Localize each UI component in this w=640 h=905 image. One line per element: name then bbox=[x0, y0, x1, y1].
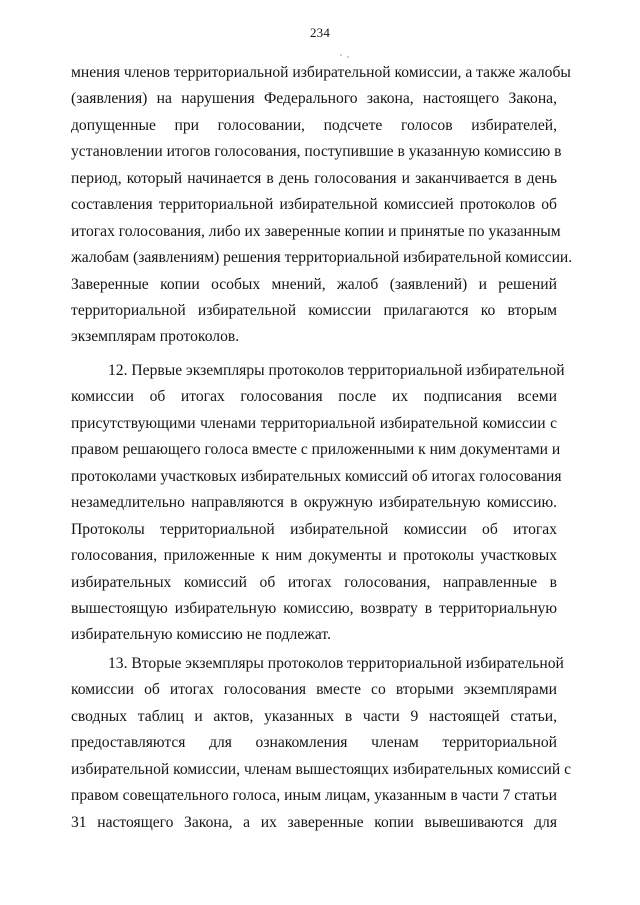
paragraph-continuation bbox=[71, 60, 573, 351]
text-line: Протоколы территориальной избирательной комиссии об итогах bbox=[71, 520, 557, 538]
text-line: 13. Вторые экземпляры протоколов территориальной избирательной bbox=[108, 655, 564, 672]
text-line: незамедлительно направляются в окружную избирательную комиссию. bbox=[71, 494, 557, 512]
text-line: присутствующими членами территориальной избирательной комиссии с bbox=[71, 414, 557, 432]
text-line: жалобам (заявлениям) решения территориальной избирательной комиссии. bbox=[71, 249, 573, 267]
paragraph-12 bbox=[71, 358, 565, 649]
text-line: правом решающего голоса вместе с приложенными к ним документами и bbox=[71, 441, 561, 459]
text-line: вышестоящую избирательную комиссию, возврату в территориальную bbox=[71, 599, 557, 617]
text-line: мнения членов территориальной избирательной комиссии, а также жалобы bbox=[71, 64, 571, 81]
text-line: избирательную комиссию не подлежат. bbox=[71, 626, 331, 644]
text-line: Заверенные копии особых мнений, жалоб (заявлений) и решений bbox=[71, 275, 557, 293]
text-line: сводных таблиц и актов, указанных в части 9 настоящей статьи, bbox=[71, 707, 557, 725]
text-line: 31 настоящего Закона, а их заверенные копии вывешиваются для bbox=[71, 813, 557, 831]
scan-speck bbox=[340, 54, 342, 56]
text-line: итогах голосования, либо их заверенные копии и принятые по указанным bbox=[71, 222, 561, 240]
text-line: избирательной комиссии, членам вышестоящих избирательных комиссий с bbox=[71, 760, 572, 778]
text-line: комиссии об итогах голосования после их подписания всеми bbox=[71, 388, 557, 406]
page-number: 234 bbox=[309, 25, 331, 40]
text-line: территориальной избирательной комиссии прилагаются ко вторым bbox=[71, 301, 557, 319]
text-line: комиссии об итогах голосования вместе со вторыми экземплярами bbox=[71, 681, 557, 699]
paragraph-13 bbox=[71, 651, 572, 836]
text-line: избирательных комиссий об итогах голосования, направленные в bbox=[71, 573, 557, 591]
text-line: голосования, приложенные к ним документы и протоколы участковых bbox=[71, 547, 557, 565]
text-line: 12. Первые экземпляры протоколов территориальной избирательной bbox=[108, 362, 565, 379]
text-line: правом совещательного голоса, иным лицам, указанным в части 7 статьи bbox=[71, 787, 557, 805]
text-line: период, который начинается в день голосования и заканчивается в день bbox=[71, 169, 557, 187]
text-line: (заявления) на нарушения Федерального закона, настоящего Закона, bbox=[71, 90, 557, 108]
text-line: протоколами участковых избирательных комиссий об итогах голосования bbox=[71, 467, 562, 485]
scan-speck bbox=[347, 56, 349, 58]
text-line: допущенные при голосовании, подсчете голосов избирателей, bbox=[71, 116, 557, 134]
text-line: составления территориальной избирательной комиссией протоколов об bbox=[71, 196, 557, 214]
text-line: предоставляются для ознакомления членам территориальной bbox=[71, 734, 557, 752]
text-line: экземплярам протоколов. bbox=[71, 328, 240, 346]
text-line: установлении итогов голосования, поступившие в указанную комиссию в bbox=[71, 143, 562, 161]
